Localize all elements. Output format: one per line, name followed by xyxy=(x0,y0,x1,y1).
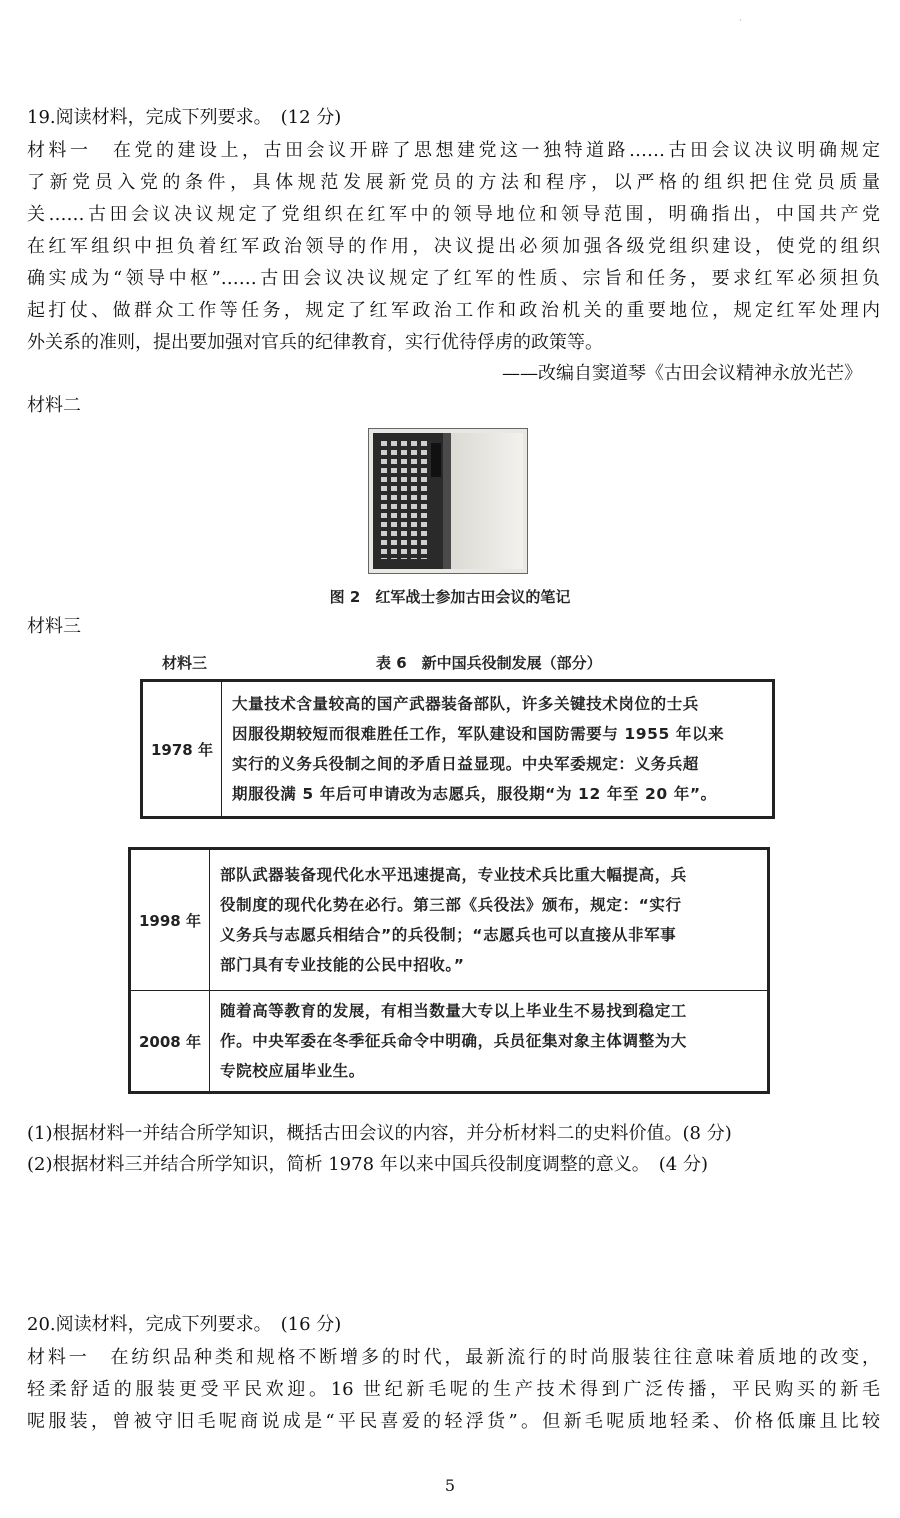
q19-m2-label: 材料二 xyxy=(27,395,81,416)
scan-dot: · xyxy=(739,16,742,25)
year-cell: 1998 年 xyxy=(130,849,210,991)
seal-mark xyxy=(431,443,441,477)
table-row xyxy=(130,991,769,1093)
q19-question-1: (1)根据材料一并结合所学知识，概括古田会议的内容，并分析材料二的史料价值。(8 分) xyxy=(27,1123,732,1144)
q20-m1-line: 呢服装，曾被守旧毛呢商说成是“平民喜爱的轻浮货”。但新毛呢质地轻柔、价格低廉且比较 xyxy=(27,1411,880,1432)
content-cell: 部队武器装备现代化水平迅速提高，专业技术兵比重大幅提高，兵 役制度的现代化势在必行。第三部《兵役法》颁布，规定：“实行 义务兵与志愿兵相结合”的兵役制；“志愿兵也可以直接从非军事 部门具有专业技能的公民中招收。” xyxy=(210,849,769,991)
table-row xyxy=(142,681,774,818)
q19-m1-source: ——改编自窦道琴《古田会议精神永放光芒》 xyxy=(502,363,862,384)
year-cell: 1978 年 xyxy=(142,681,222,818)
q19-m1-line: 材料一 在党的建设上，古田会议开辟了思想建党这一独特道路……古田会议决议明确规定 xyxy=(27,140,880,161)
q19-m1-line: 了新党员入党的条件，具体规范发展新党员的方法和程序，以严格的组织把住党员质量 xyxy=(27,172,880,193)
q19-question-2: (2)根据材料三并结合所学知识，简析 1978 年以来中国兵役制度调整的意义。 (4 分) xyxy=(27,1154,708,1175)
q20-m1-line: 轻柔舒适的服装更受平民欢迎。16 世纪新毛呢的生产技术得到广泛传播，平民购买的新毛 xyxy=(27,1379,880,1400)
q19-m1-line: 关……古田会议决议规定了党组织在红军中的领导地位和领导范围，明确指出，中国共产党 xyxy=(27,204,880,225)
table-row xyxy=(130,849,769,991)
content-cell: 大量技术含量较高的国产武器装备部队，许多关键技术岗位的士兵 因服役期较短而很难胜任工作，军队建设和国防需要与 1955 年以来 实行的义务兵役制之间的矛盾日益显现。中央军委规定：义务兵超 期服役满 5 年后可申请改为志愿兵，服役期“为 12 年至 20 年”。 xyxy=(222,681,774,818)
table-material-label: 材料三 xyxy=(162,654,208,672)
notebook-left-page xyxy=(373,433,443,569)
q19-m1-line: 外关系的准则，提出要加强对官兵的纪律教育，实行优待俘虏的政策等。 xyxy=(27,332,603,353)
notebook-spine xyxy=(443,433,451,569)
q19-title: 19.阅读材料，完成下列要求。 (12 分) xyxy=(27,107,342,128)
q19-m3-label: 材料三 xyxy=(27,616,81,637)
table-title: 表 6 新中国兵役制发展（部分） xyxy=(376,654,602,672)
q20-title: 20.阅读材料，完成下列要求。 (16 分) xyxy=(27,1314,342,1335)
figure-caption: 图 2 红军战士参加古田会议的笔记 xyxy=(329,588,571,606)
q19-m1-line: 起打仗、做群众工作等任务，规定了红军政治工作和政治机关的重要地位，规定红军处理内 xyxy=(27,300,880,321)
content-cell: 随着高等教育的发展，有相当数量大专以上毕业生不易找到稳定工 作。中央军委在冬季征兵命令中明确，兵员征集对象主体调整为大 专院校应届毕业生。 xyxy=(210,991,769,1093)
military-service-table-2 xyxy=(128,847,770,1094)
q19-m1-line: 在红军组织中担负着红军政治领导的作用，决议提出必须加强各级党组织建设，使党的组织 xyxy=(27,236,880,257)
year-cell: 2008 年 xyxy=(130,991,210,1093)
q19-m1-line: 确实成为“领导中枢”……古田会议决议规定了红军的性质、宗旨和任务，要求红军必须担负 xyxy=(27,268,880,289)
military-service-table-1 xyxy=(140,679,775,819)
q20-m1-line: 材料一 在纺织品种类和规格不断增多的时代，最新流行的时尚服装往往意味着质地的改变， xyxy=(27,1347,880,1368)
notes-photo xyxy=(368,428,528,574)
notebook-right-page xyxy=(451,433,523,569)
page-number: 5 xyxy=(444,1476,456,1495)
